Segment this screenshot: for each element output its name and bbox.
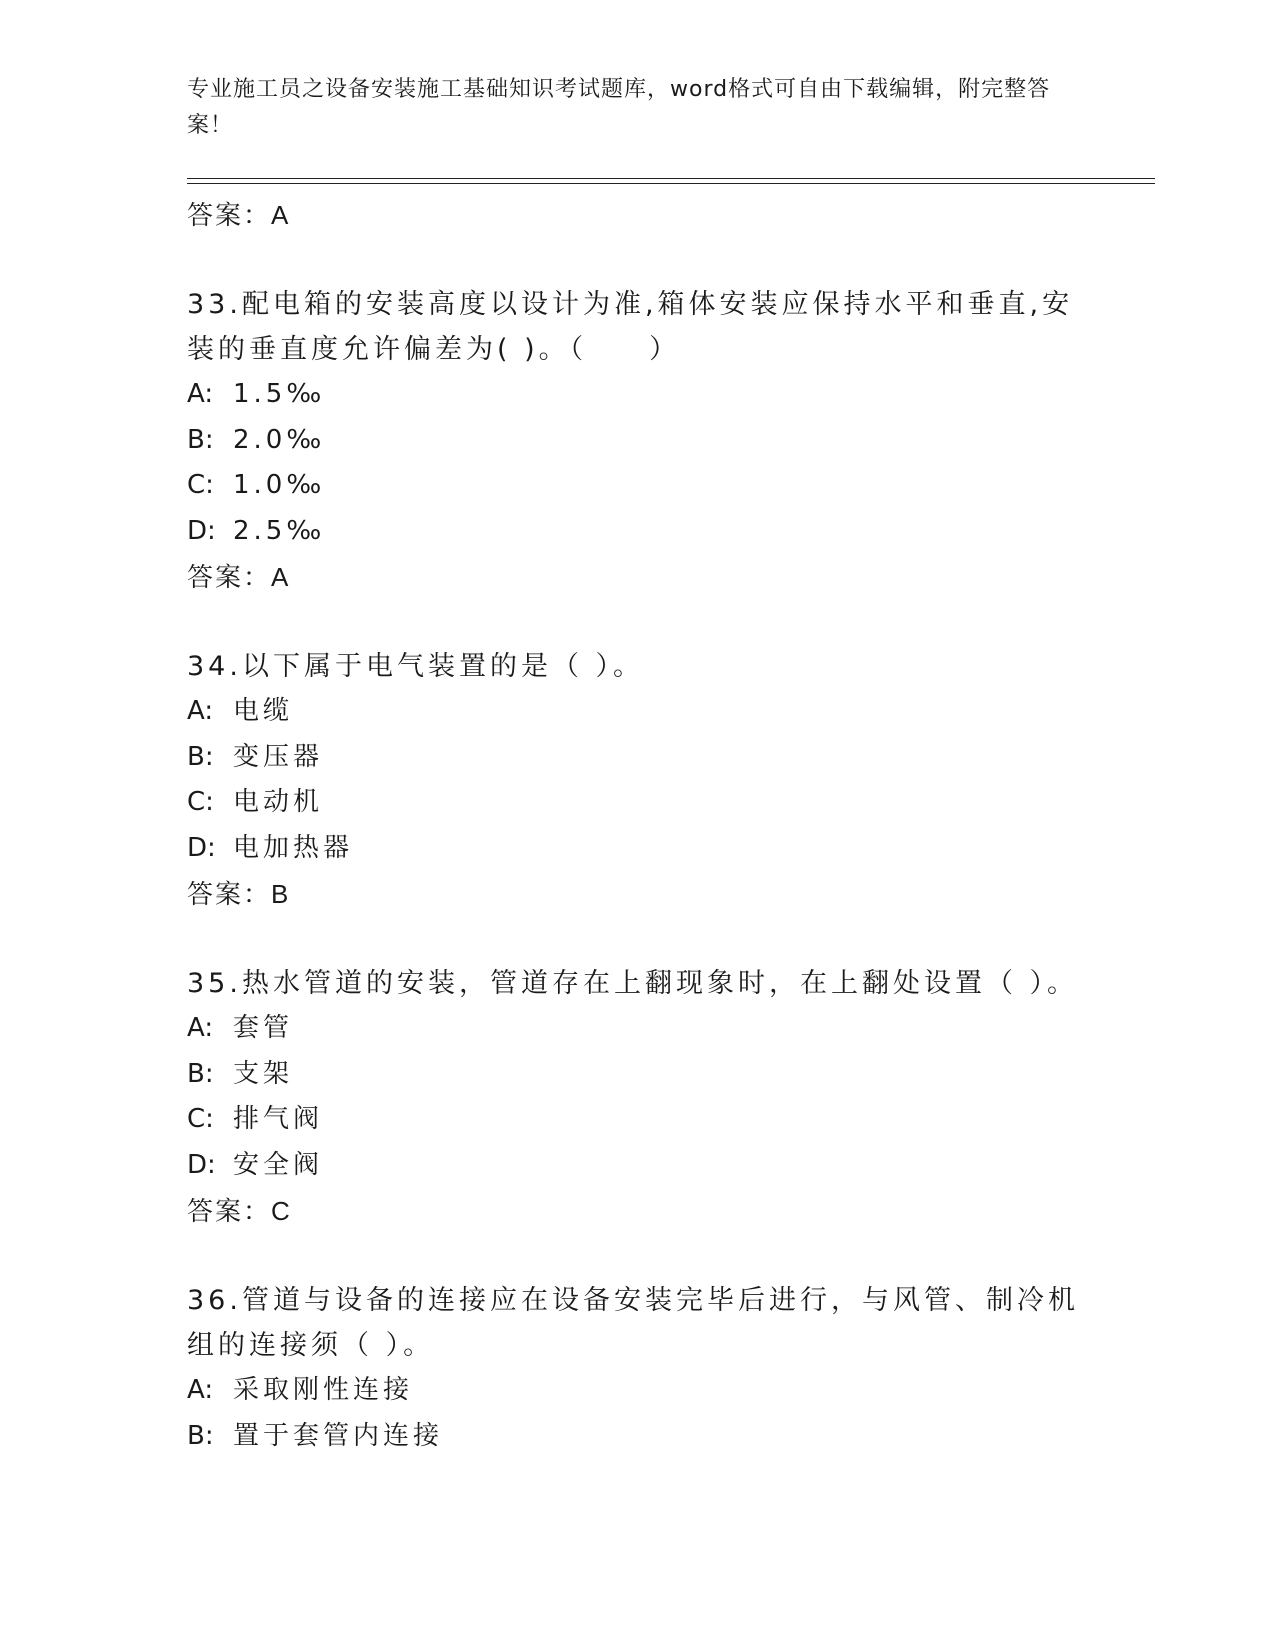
option-key: C: — [187, 470, 214, 500]
answer-line: 答案：C — [187, 1196, 292, 1226]
option-key: D: — [187, 1149, 216, 1180]
option-key: B: — [187, 741, 214, 772]
option-key: C: — [187, 787, 214, 817]
option-key: A: — [187, 696, 214, 726]
option-value: 电动机 — [233, 787, 324, 817]
option-value: 采取刚性连接 — [233, 1375, 414, 1405]
option-value: 排气阀 — [233, 1104, 324, 1134]
option-d — [187, 1143, 1087, 1189]
option-key: B: — [187, 1058, 214, 1089]
option-key: D: — [187, 832, 216, 863]
option-key: A: — [187, 1013, 214, 1043]
option-a — [187, 1006, 1087, 1052]
question-block — [187, 1278, 1087, 1459]
option-b — [187, 418, 1087, 464]
header-divider-bottom — [187, 183, 1155, 184]
option-value: 1.5‰ — [233, 379, 326, 409]
option-value: 2.0‰ — [233, 424, 326, 455]
question-list — [187, 188, 1087, 1459]
option-value: 2.5‰ — [233, 515, 326, 546]
answer-line: 答案：A — [187, 562, 291, 592]
option-value: 电缆 — [233, 696, 294, 726]
option-a — [187, 1368, 1087, 1414]
option-key: B: — [187, 1420, 214, 1451]
option-c — [187, 1097, 1087, 1143]
option-key: C: — [187, 1104, 214, 1134]
option-key: D: — [187, 515, 216, 546]
header-divider-top — [187, 178, 1155, 179]
answer-line: 答案：A — [187, 200, 291, 230]
question-block — [187, 644, 1087, 917]
question-text: 34.以下属于电气装置的是（ ）。 — [187, 651, 645, 682]
option-a — [187, 689, 1087, 735]
option-b — [187, 1414, 1087, 1460]
option-key: A: — [187, 379, 214, 409]
option-key: A: — [187, 1375, 214, 1405]
option-b — [187, 735, 1087, 781]
option-value: 变压器 — [233, 741, 324, 772]
option-c — [187, 780, 1087, 826]
question-block — [187, 961, 1087, 1234]
question-text: 35.热水管道的安装，管道存在上翻现象时，在上翻处设置（ ）。 — [187, 968, 1079, 999]
option-b — [187, 1052, 1087, 1098]
option-value: 套管 — [233, 1013, 294, 1043]
option-value: 1.0‰ — [233, 470, 326, 500]
answer-line: 答案：B — [187, 879, 291, 909]
option-c — [187, 463, 1087, 509]
option-d — [187, 826, 1087, 872]
option-value: 置于套管内连接 — [233, 1420, 444, 1451]
option-key: B: — [187, 424, 214, 455]
option-a — [187, 372, 1087, 418]
question-text: 36.管道与设备的连接应在设备安装完毕后进行，与风管、制冷机组的连接须（ ）。 — [187, 1285, 1079, 1361]
question-block — [187, 282, 1087, 600]
option-value: 电加热器 — [233, 832, 354, 863]
page-header: 专业施工员之设备安装施工基础知识考试题库，word格式可自由下载编辑，附完整答案！ — [187, 77, 1051, 138]
option-value: 支架 — [233, 1058, 294, 1089]
option-value: 安全阀 — [233, 1149, 324, 1180]
question-text: 33.配电箱的安装高度以设计为准,箱体安装应保持水平和垂直,安装的垂直度允许偏差为( )。（ ） — [187, 289, 1074, 365]
option-d — [187, 509, 1087, 555]
